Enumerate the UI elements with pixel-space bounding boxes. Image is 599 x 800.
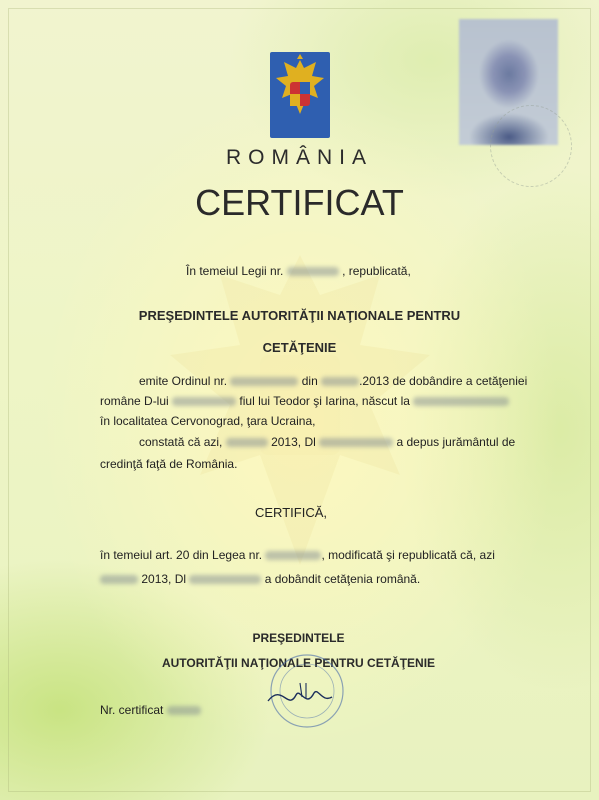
redacted-birth-date	[413, 397, 509, 406]
body-line-2	[100, 394, 509, 408]
legal-basis-text: în temeiul art. 20 din Legea nr.	[100, 548, 263, 562]
intro-law-suffix: , republicată,	[342, 264, 411, 278]
redacted-law-number-2	[265, 551, 321, 560]
body2-line-1	[100, 548, 495, 562]
oath-year-text: 2013, Dl	[271, 435, 316, 449]
redacted-certificate-number	[167, 706, 201, 715]
body-line-4	[139, 435, 515, 449]
order-year-text: .2013 de dobândire a cetăţeniei	[359, 374, 528, 388]
intro-line	[186, 264, 411, 278]
intro-law-prefix: În temeiul Legii nr.	[186, 264, 284, 278]
body2-line-2	[100, 572, 420, 586]
redacted-law-number	[287, 267, 339, 276]
body-line-1	[139, 374, 527, 388]
mr-label: române D-lui	[100, 394, 169, 408]
signature-title-1: PREŞEDINTELE	[252, 631, 345, 645]
signature-title-2: AUTORITĂŢII NAŢIONALE PENTRU CETĂŢENIE	[161, 656, 436, 670]
certifies-heading: CERTIFICĂ,	[255, 505, 327, 520]
certificate-number-line	[100, 703, 201, 717]
oath-date-label: constată că azi,	[139, 435, 223, 449]
redacted-holder-name	[172, 397, 236, 406]
modified-text: , modificată şi republicată că, azi	[321, 548, 495, 562]
acquired-citizenship-text: a dobândit cetăţenia română.	[264, 572, 421, 586]
order-date-label: din	[301, 374, 318, 388]
acquisition-year-text: 2013, Dl	[141, 572, 187, 586]
body-line-5: credinţă faţă de România.	[100, 457, 238, 471]
certificate-number-label: Nr. certificat	[100, 703, 164, 717]
redacted-holder-name-3	[189, 575, 261, 584]
redacted-oath-date	[226, 438, 268, 447]
authority-line-2: CETĂŢENIE	[262, 340, 337, 355]
authority-line-1: PREŞEDINTELE AUTORITĂŢII NAŢIONALE PENTRU	[138, 308, 461, 323]
redacted-holder-name-2	[319, 438, 393, 447]
official-seal-icon	[262, 653, 352, 731]
document-title: CERTIFICAT	[195, 182, 404, 223]
order-label: emite Ordinul nr.	[139, 374, 228, 388]
redacted-order-number	[230, 377, 298, 386]
parents-birth-text: fiul lui Teodor şi Iarina, născut la	[239, 394, 410, 408]
country-name: ROMÂNIA	[225, 146, 373, 169]
body-line-3: în localitatea Cervonograd, ţara Ucraina,	[100, 414, 316, 428]
coat-of-arms-icon	[270, 52, 330, 138]
redacted-order-date	[321, 377, 359, 386]
redacted-acquisition-date	[100, 575, 138, 584]
oath-text: a depus jurământul de	[396, 435, 516, 449]
